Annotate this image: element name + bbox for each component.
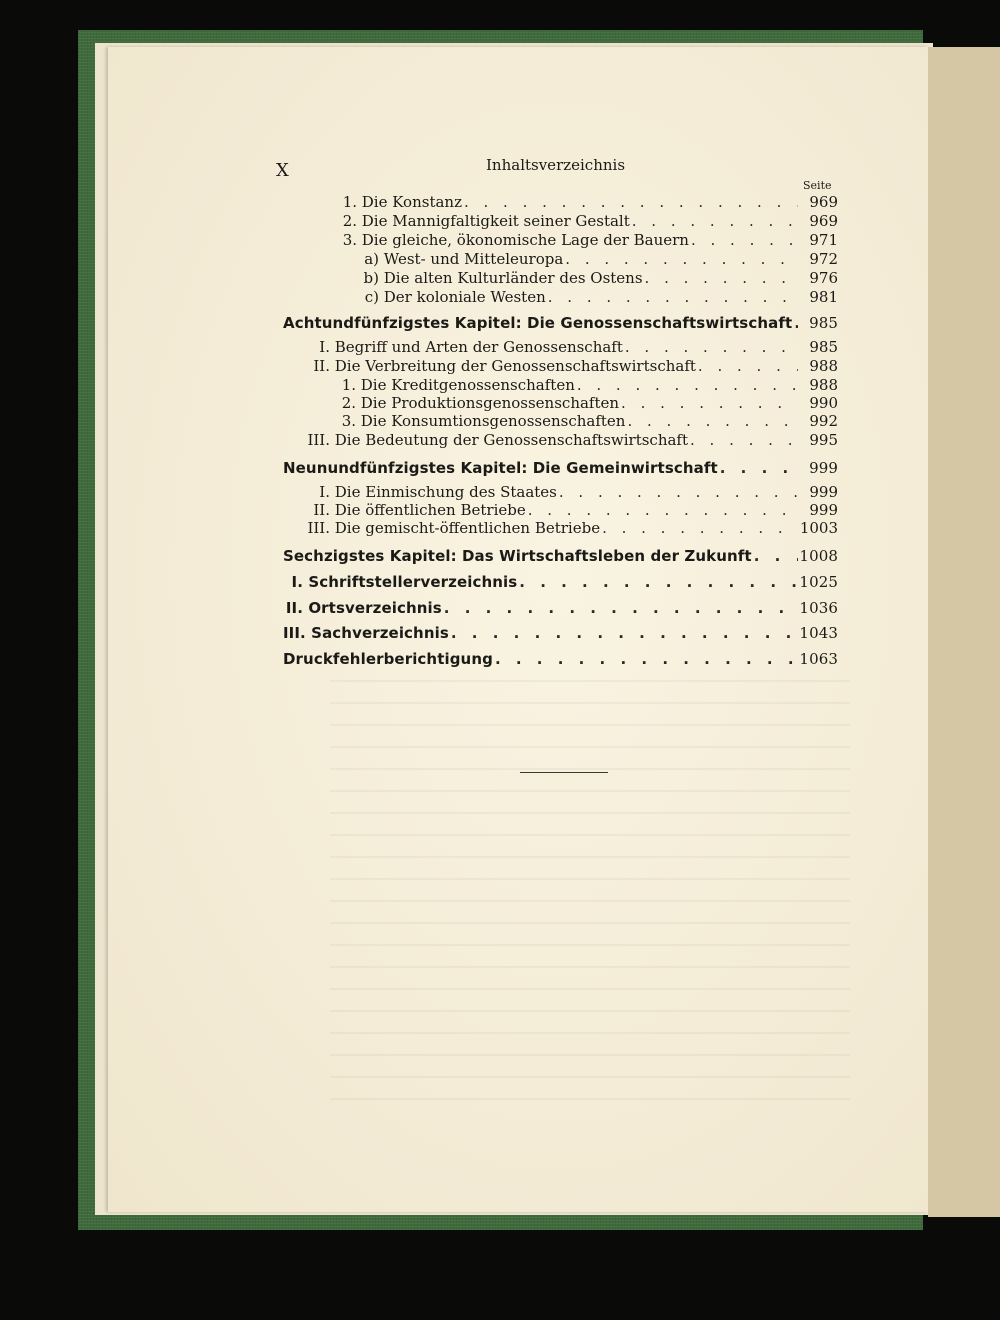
dot-leader — [462, 193, 798, 211]
entry-label: Die Konstanz — [361, 193, 462, 211]
toc-entry — [333, 231, 838, 249]
entry-label: Die Kreditgenossenschaften — [360, 376, 575, 394]
entry-page: 988 — [809, 357, 838, 375]
entry-label: Die alten Kulturländer des Ostens — [383, 269, 643, 287]
dot-leader — [619, 394, 798, 412]
dot-leader — [546, 288, 798, 306]
entry-number: II. — [313, 357, 330, 375]
entry-page: 992 — [809, 412, 838, 430]
dot-leader — [696, 357, 798, 375]
entry-page: 969 — [809, 193, 838, 211]
toc-entry — [357, 250, 838, 268]
entry-label: Der koloniale Westen — [383, 288, 546, 306]
errata-title: Druckfehlerberichtigung — [283, 650, 493, 668]
entry-page: 972 — [809, 250, 838, 268]
entry-number: c) — [364, 288, 379, 306]
toc-entry — [334, 376, 838, 394]
entry-number: 2. — [342, 212, 357, 230]
entry-number: 3. — [342, 231, 357, 249]
index-heading — [283, 624, 838, 642]
toc-entry — [300, 431, 838, 449]
dot-leader — [575, 376, 798, 394]
entry-page: 988 — [809, 376, 838, 394]
entry-number: I. — [319, 483, 330, 501]
index-page: 1036 — [799, 599, 838, 617]
chapter-heading — [283, 314, 838, 332]
index-title: Sachverzeichnis — [311, 624, 449, 642]
toc-entry — [357, 269, 838, 287]
index-number: I. — [291, 573, 303, 591]
index-number: II. — [285, 599, 303, 617]
entry-page: 1003 — [799, 519, 838, 537]
entry-page: 999 — [809, 483, 838, 501]
dot-leader — [689, 231, 798, 249]
chapter-page: 1008 — [799, 547, 838, 565]
entry-label: Die Einmischung des Staates — [334, 483, 557, 501]
entry-number: 1. — [341, 376, 356, 394]
toc-entry — [334, 394, 838, 412]
entry-number: b) — [363, 269, 379, 287]
running-head: Inhaltsverzeichnis — [486, 156, 626, 174]
dot-leader — [526, 501, 798, 519]
dot-leader — [623, 338, 798, 356]
entry-page: 985 — [809, 338, 838, 356]
toc-entry — [300, 357, 838, 375]
dot-leader — [625, 412, 798, 430]
dot-leader — [630, 212, 798, 230]
index-heading — [283, 573, 838, 591]
entry-label: Begriff und Arten der Genossenschaft — [334, 338, 623, 356]
entry-page: 969 — [809, 212, 838, 230]
index-title: Schriftstellerverzeichnis — [308, 573, 518, 591]
chapter-title: Achtundfünfzigstes Kapitel: Die Genossenschaftswirtschaft — [283, 314, 793, 332]
entry-page: 981 — [809, 288, 838, 306]
entry-label: Die Bedeutung der Genossenschaftswirtschaft — [334, 431, 689, 449]
dot-leader — [442, 599, 798, 617]
index-page: 1025 — [799, 573, 838, 591]
page-number: X — [276, 160, 290, 181]
toc-entry — [357, 288, 838, 306]
entry-page: 990 — [809, 394, 838, 412]
index-title: Ortsverzeichnis — [308, 599, 442, 617]
toc-entry — [333, 212, 838, 230]
errata-page: 1063 — [799, 650, 838, 668]
chapter-page: 999 — [809, 459, 838, 477]
dot-leader — [563, 250, 798, 268]
entry-label: Die Verbreitung der Genossenschaftswirtschaft — [334, 357, 696, 375]
toc-entry — [300, 338, 838, 356]
entry-number: II. — [313, 501, 330, 519]
dot-leader — [600, 519, 798, 537]
toc-entry — [300, 483, 838, 501]
toc-entry — [300, 501, 838, 519]
toc-entry — [300, 519, 838, 537]
entry-label: Die öffentlichen Betriebe — [334, 501, 526, 519]
entry-label: Die Konsumtionsgenossenschaften — [360, 412, 626, 430]
chapter-heading — [283, 459, 838, 477]
dot-leader — [557, 483, 798, 501]
dot-leader — [688, 431, 798, 449]
dot-leader — [718, 459, 798, 477]
end-rule — [520, 772, 608, 773]
index-page: 1043 — [799, 624, 838, 642]
entry-label: Die Mannigfaltigkeit seiner Gestalt — [361, 212, 630, 230]
entry-label: Die gemischt-öffentlichen Betriebe — [334, 519, 601, 537]
entry-page: 999 — [809, 501, 838, 519]
toc-entry — [333, 193, 838, 211]
chapter-page: 985 — [809, 314, 838, 332]
index-number: III. — [283, 624, 306, 642]
seite-label: Seite — [803, 179, 832, 192]
chapter-heading — [283, 547, 838, 565]
errata-heading — [283, 650, 838, 668]
entry-label: Die gleiche, ökonomische Lage der Bauern — [361, 231, 689, 249]
entry-number: 1. — [342, 193, 357, 211]
entry-number: 3. — [341, 412, 356, 430]
dot-leader — [449, 624, 798, 642]
entry-number: I. — [319, 338, 330, 356]
entry-number: a) — [364, 250, 379, 268]
entry-number: III. — [307, 519, 330, 537]
dot-leader — [517, 573, 798, 591]
entry-page: 976 — [809, 269, 838, 287]
dot-leader — [643, 269, 798, 287]
entry-number: 2. — [341, 394, 356, 412]
toc-entry — [334, 412, 838, 430]
entry-label: West- und Mitteleuropa — [383, 250, 564, 268]
dot-leader — [493, 650, 798, 668]
chapter-title: Sechzigstes Kapitel: Das Wirtschaftsleben der Zukunft — [283, 547, 752, 565]
dot-leader — [752, 547, 798, 565]
chapter-title: Neunundfünfzigstes Kapitel: Die Gemeinwirtschaft — [283, 459, 718, 477]
index-heading — [283, 599, 838, 617]
entry-page: 995 — [809, 431, 838, 449]
entry-number: III. — [307, 431, 330, 449]
entry-label: Die Produktionsgenossenschaften — [360, 394, 620, 412]
entry-page: 971 — [809, 231, 838, 249]
